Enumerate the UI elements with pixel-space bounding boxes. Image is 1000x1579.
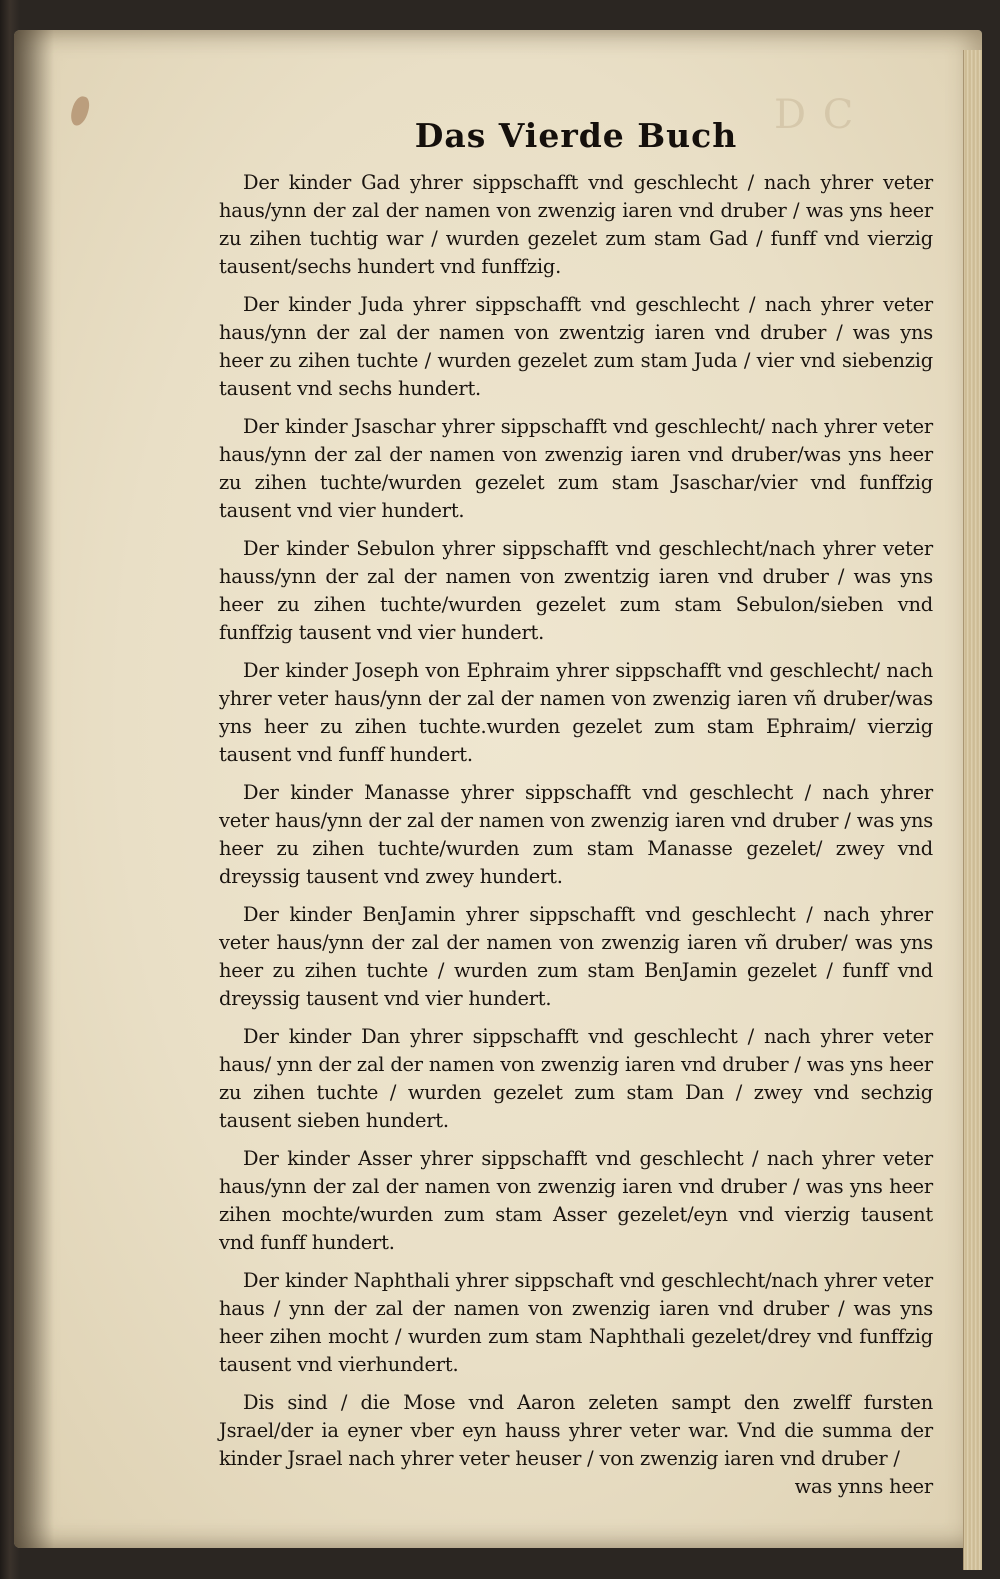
paragraph-benjamin: Der kinder BenJamin yhrer sippschafft vnd geschlecht / nach yhrer veter haus/ynn der zal der namen von zwenzig iaren vñ druber/ was yns heer zu zihen tuchte / wurden zum stam BenJamin gezelet / funff vnd dreyssig tausent vnd vier hundert. [219, 903, 933, 1010]
text-block [219, 110, 933, 1511]
bleed-through-text: D C [774, 92, 856, 138]
paragraph-asser: Der kinder Asser yhrer sippschafft vnd geschlecht / nach yhrer veter haus/ynn der zal der namen von zwenzig iaren vnd druber / was yns heer zihen mochte/wurden zum stam Asser gezelet/eyn vnd vierzig tausent vnd funff hundert. [219, 1147, 933, 1254]
catchword: was ynns heer [794, 1475, 933, 1498]
paragraph-dan: Der kinder Dan yhrer sippschafft vnd geschlecht / nach yhrer veter haus/ ynn der zal der namen von zwenzig iaren vnd druber / was yns heer zu zihen tuchte / wurden gezelet zum stam Dan / zwey vnd sechzig tausent sieben hundert. [219, 1025, 933, 1132]
summary-text: Dis sind / die Mose vnd Aaron zeleten sampt den zwelff fursten Jsrael/der ia eyner vber eyn hauss yhrer veter war. Vnd die summa der kinder Jsrael nach yhrer veter heuser / von zwenzig iaren vnd druber / [219, 1391, 933, 1470]
page-edges [963, 50, 982, 1570]
paragraph-juda: Der kinder Juda yhrer sippschafft vnd geschlecht / nach yhrer veter haus/ynn der zal der namen von zwentzig iaren vnd druber / was yns heer zu zihen tuchte / wurden gezelet zum stam Juda / vier vnd siebenzig tausent vnd sechs hundert. [219, 293, 933, 400]
paragraph-sebulon: Der kinder Sebulon yhrer sippschafft vnd geschlecht/nach yhrer veter hauss/ynn der zal der namen von zwentzig iaren vnd druber / was yns heer zu zihen tuchte/wurden gezelet zum stam Sebulon/sieben vnd funffzig tausent vnd vier hundert. [219, 537, 933, 644]
paragraph-gad: Der kinder Gad yhrer sippschafft vnd geschlecht / nach yhrer veter haus/ynn der zal der namen von zwenzig iaren vnd druber / was yns heer zu zihen tuchtig war / wurden gezelet zum stam Gad / funff vnd vierzig tausent/sechs hundert vnd funffzig. [219, 171, 933, 278]
running-title: Das Vierde Buch [414, 116, 738, 155]
paragraph-summary [219, 1389, 933, 1501]
paragraph-naphthali: Der kinder Naphthali yhrer sippschaft vnd geschlecht/nach yhrer veter haus / ynn der zal der namen von zwenzig iaren vnd druber / was yns heer zihen mocht / wurden zum stam Naphthali gezelet/drey vnd funffzig tausent vnd vierhundert. [219, 1269, 933, 1376]
book-page [14, 30, 982, 1548]
paragraph-isaschar: Der kinder Jsaschar yhrer sippschafft vnd geschlecht/ nach yhrer veter haus/ynn der zal der namen von zwenzig iaren vnd druber/was yns heer zu zihen tuchte/wurden gezelet zum stam Jsaschar/vier vnd funffzig tausent vnd vier hundert. [219, 415, 933, 522]
paragraph-manasse: Der kinder Manasse yhrer sippschafft vnd geschlecht / nach yhrer veter haus/ynn der zal der namen von zwenzig iaren vnd druber / was yns heer zu zihen tuchte/wurden zum stam Manasse gezelet/ zwey vnd dreyssig tausent vnd zwey hundert. [219, 781, 933, 888]
paragraph-ephraim: Der kinder Joseph von Ephraim yhrer sippschafft vnd geschlecht/ nach yhrer veter haus/ynn der zal der namen von zwenzig iaren vñ druber/was yns heer zu zihen tuchte.wurden gezelet zum stam Ephraim/ vierzig tausent vnd funff hundert. [219, 659, 933, 766]
gutter-shadow [14, 30, 54, 1548]
ink-stain [69, 95, 92, 128]
